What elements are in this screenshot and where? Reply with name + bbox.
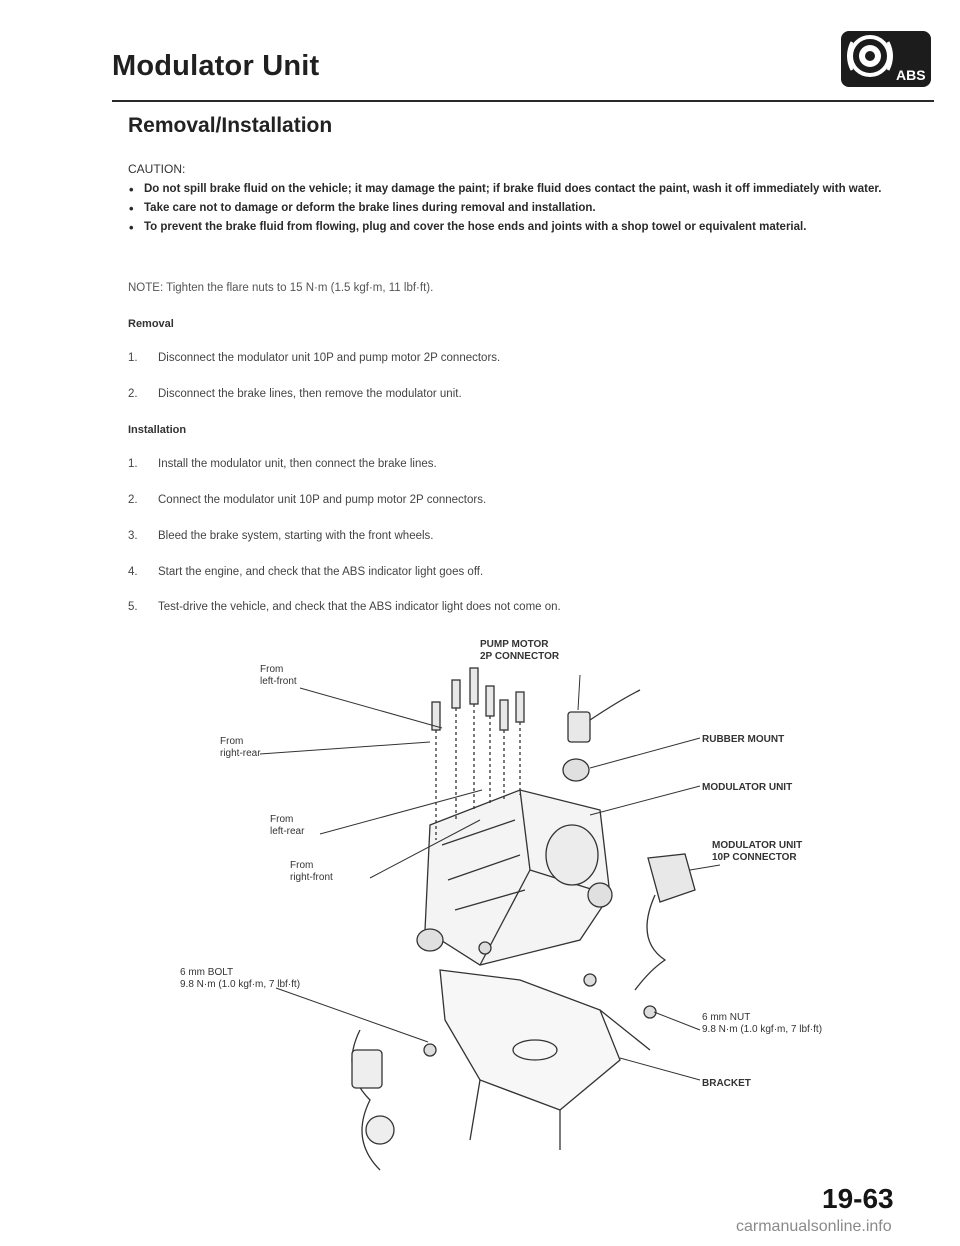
step-text: Start the engine, and check that the ABS indicator light goes off. <box>158 566 484 578</box>
label-bolt-torque: 9.8 N·m (1.0 kgf·m, 7 lbf·ft) <box>180 979 301 990</box>
label-right-rear: right-rear <box>220 748 261 759</box>
caution-item: • To prevent the brake fluid from flowing, plug and cover the hose ends and joints with a shop towel or equivalent material. <box>128 219 918 236</box>
nut <box>584 974 596 986</box>
caution-item: • Do not spill brake fluid on the vehicle; it may damage the paint; if brake fluid does contact the paint, wash it off immediately with water. <box>128 181 918 198</box>
leader-line <box>276 988 428 1042</box>
step-number: 5. <box>128 601 138 613</box>
removal-step <box>128 352 500 364</box>
label-bracket: BRACKET <box>702 1078 751 1089</box>
leader-line <box>590 738 700 768</box>
step-text: Disconnect the brake lines, then remove the modulator unit. <box>158 388 462 400</box>
header-rule <box>112 100 934 102</box>
caution-list <box>128 181 918 238</box>
step-text: Disconnect the modulator unit 10P and pump motor 2P connectors. <box>158 352 501 364</box>
bolt <box>479 942 491 954</box>
leader-line <box>590 786 700 815</box>
step-number: 1. <box>128 352 138 364</box>
step-number: 3. <box>128 530 138 542</box>
rubber-mount <box>563 759 589 781</box>
label-bolt: 6 mm BOLT <box>180 967 234 978</box>
label-pump-connector: 2P CONNECTOR <box>480 651 560 662</box>
leader-line <box>690 865 720 870</box>
label-10p-connector: 10P CONNECTOR <box>712 852 797 863</box>
label-nut: 6 mm NUT <box>702 1012 751 1023</box>
installation-step <box>128 458 437 470</box>
caution-item: • Take care not to damage or deform the brake lines during removal and installation. <box>128 200 918 217</box>
modulator-10p-connector <box>648 854 695 902</box>
leader-line <box>260 742 430 754</box>
abs-logo <box>840 30 932 88</box>
label-nut-torque: 9.8 N·m (1.0 kgf·m, 7 lbf·ft) <box>702 1024 823 1035</box>
installation-step <box>128 566 483 578</box>
label-from: From <box>290 860 314 871</box>
page-number: 19-63 <box>822 1183 894 1214</box>
label-pump-motor: PUMP MOTOR <box>480 640 549 650</box>
step-text: Bleed the brake system, starting with the front wheels. <box>158 530 434 542</box>
step-number: 2. <box>128 388 138 400</box>
page-title: Modulator Unit <box>112 50 320 82</box>
label-left-front: left-front <box>260 676 297 687</box>
label-modulator-10p: MODULATOR UNIT <box>712 840 803 851</box>
rubber-mount <box>588 883 612 907</box>
step-text: Install the modulator unit, then connect the brake lines. <box>158 458 437 470</box>
leader-line <box>300 688 442 728</box>
rubber-mount <box>417 929 443 951</box>
label-modulator-unit: MODULATOR UNIT <box>702 782 793 793</box>
installation-heading: Installation <box>128 424 187 436</box>
site-watermark: carmanualsonline.info <box>736 1218 892 1235</box>
label-rubber-mount: RUBBER MOUNT <box>702 734 785 745</box>
label-right-front: right-front <box>290 872 333 883</box>
step-number: 2. <box>128 494 138 506</box>
step-number: 1. <box>128 458 138 470</box>
leader-line <box>578 675 580 710</box>
removal-step <box>128 388 462 400</box>
label-from: From <box>260 664 284 675</box>
installation-step <box>128 494 486 506</box>
leader-line <box>620 1058 700 1080</box>
logo-text: ABS <box>896 67 926 83</box>
bolt <box>424 1044 436 1056</box>
label-from: From <box>270 814 294 825</box>
leader-line <box>654 1012 700 1030</box>
step-number: 4. <box>128 566 138 578</box>
label-left-rear: left-rear <box>270 826 305 837</box>
label-from: From <box>220 736 244 747</box>
step-text: Test-drive the vehicle, and check that the ABS indicator light does not come on. <box>158 601 561 613</box>
installation-step <box>128 530 434 542</box>
caution-heading: CAUTION: <box>128 162 186 176</box>
modulator-diagram <box>180 640 870 1200</box>
removal-heading: Removal <box>128 318 174 330</box>
pump-connector <box>568 712 590 742</box>
note-text: NOTE: Tighten the flare nuts to 15 N·m (1.5 kgf·m, 11 lbf·ft). <box>128 282 434 294</box>
step-text: Connect the modulator unit 10P and pump motor 2P connectors. <box>158 494 487 506</box>
section-title: Removal/Installation <box>128 114 333 137</box>
installation-step <box>128 601 561 613</box>
